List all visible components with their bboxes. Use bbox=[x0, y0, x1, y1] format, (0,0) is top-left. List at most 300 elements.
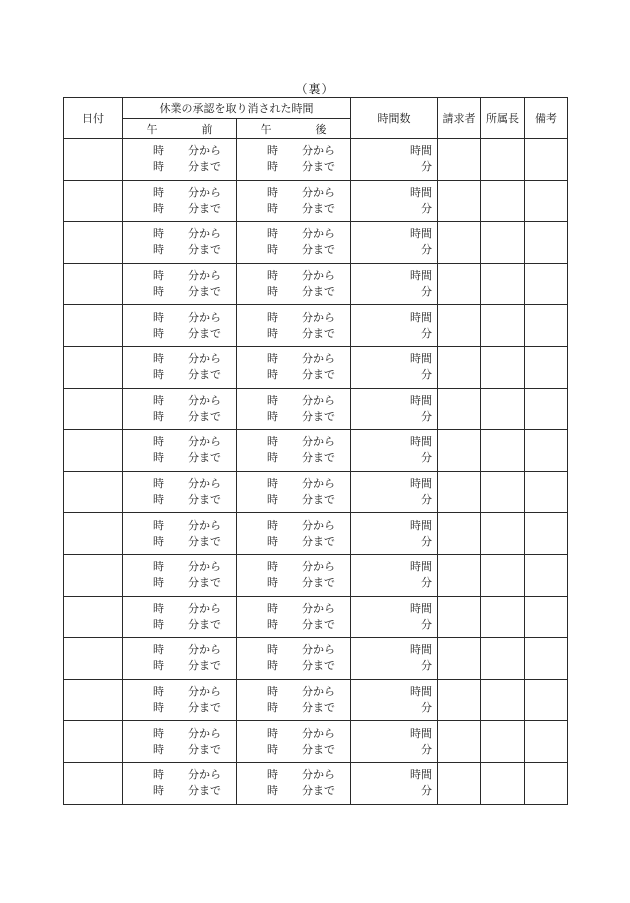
am-time-cell[interactable] bbox=[123, 263, 237, 305]
hours-unit-label: 時間 bbox=[410, 518, 432, 532]
hours-unit-label: 時間 bbox=[410, 768, 432, 782]
hour-to-label: 時 bbox=[267, 617, 278, 631]
hour-to-label: 時 bbox=[153, 742, 164, 756]
remarks-cell[interactable] bbox=[525, 430, 568, 472]
minute-to-label: 分まで bbox=[188, 617, 221, 631]
hour-from-label: 時 bbox=[153, 227, 164, 241]
minute-from-label: 分から bbox=[188, 227, 221, 241]
minute-to-label: 分まで bbox=[188, 368, 221, 382]
table-row bbox=[64, 721, 568, 763]
remarks-cell[interactable] bbox=[525, 139, 568, 181]
minute-to-label: 分まで bbox=[302, 243, 335, 257]
pm-time-cell[interactable] bbox=[237, 222, 351, 264]
pm-time-cell[interactable] bbox=[237, 471, 351, 513]
minute-to-label: 分まで bbox=[188, 576, 221, 590]
table-row bbox=[64, 139, 568, 181]
remarks-cell[interactable] bbox=[525, 721, 568, 763]
minute-from-label: 分から bbox=[188, 269, 221, 283]
minute-to-label: 分まで bbox=[188, 659, 221, 673]
hour-to-label: 時 bbox=[267, 784, 278, 798]
hours-cell[interactable] bbox=[351, 430, 438, 472]
date-cell[interactable] bbox=[64, 263, 123, 305]
hours-unit-label: 時間 bbox=[410, 435, 432, 449]
pm-time-cell[interactable] bbox=[237, 762, 351, 804]
hour-to-label: 時 bbox=[267, 160, 278, 174]
hours-cell[interactable] bbox=[351, 263, 438, 305]
header-cancelled-period: 休業の承認を取り消された時間 bbox=[123, 98, 351, 119]
minutes-unit-label: 分 bbox=[421, 617, 432, 631]
supervisor-cell[interactable] bbox=[481, 762, 525, 804]
hour-from-label: 時 bbox=[153, 560, 164, 574]
hour-to-label: 時 bbox=[153, 160, 164, 174]
table-row bbox=[64, 471, 568, 513]
hour-to-label: 時 bbox=[267, 201, 278, 215]
minute-from-label: 分から bbox=[302, 768, 335, 782]
hours-cell[interactable] bbox=[351, 388, 438, 430]
minute-to-label: 分まで bbox=[302, 617, 335, 631]
pm-time-cell[interactable] bbox=[237, 388, 351, 430]
hour-from-label: 時 bbox=[153, 310, 164, 324]
date-cell[interactable] bbox=[64, 679, 123, 721]
hour-from-label: 時 bbox=[153, 477, 164, 491]
minute-from-label: 分から bbox=[302, 601, 335, 615]
hour-from-label: 時 bbox=[153, 726, 164, 740]
hour-to-label: 時 bbox=[153, 701, 164, 715]
remarks-cell[interactable] bbox=[525, 679, 568, 721]
hour-from-label: 時 bbox=[153, 768, 164, 782]
minute-from-label: 分から bbox=[302, 393, 335, 407]
hour-from-label: 時 bbox=[267, 685, 278, 699]
hours-unit-label: 時間 bbox=[410, 685, 432, 699]
header-requester: 請求者 bbox=[438, 98, 481, 139]
minute-from-label: 分から bbox=[302, 643, 335, 657]
hour-to-label: 時 bbox=[153, 617, 164, 631]
remarks-cell[interactable] bbox=[525, 471, 568, 513]
hour-to-label: 時 bbox=[267, 285, 278, 299]
requester-cell[interactable] bbox=[438, 305, 481, 347]
hour-from-label: 時 bbox=[267, 560, 278, 574]
header-remarks: 備考 bbox=[525, 98, 568, 139]
hours-cell[interactable] bbox=[351, 139, 438, 181]
minutes-unit-label: 分 bbox=[421, 576, 432, 590]
am-time-cell[interactable] bbox=[123, 180, 237, 222]
date-cell[interactable] bbox=[64, 762, 123, 804]
pm-time-cell[interactable] bbox=[237, 596, 351, 638]
hour-from-label: 時 bbox=[153, 601, 164, 615]
hour-from-label: 時 bbox=[153, 685, 164, 699]
am-time-cell[interactable] bbox=[123, 721, 237, 763]
hours-unit-label: 時間 bbox=[410, 144, 432, 158]
minute-from-label: 分から bbox=[302, 685, 335, 699]
hours-unit-label: 時間 bbox=[410, 726, 432, 740]
hours-cell[interactable] bbox=[351, 346, 438, 388]
table-row bbox=[64, 222, 568, 264]
supervisor-cell[interactable] bbox=[481, 305, 525, 347]
hour-from-label: 時 bbox=[267, 144, 278, 158]
hour-from-label: 時 bbox=[153, 269, 164, 283]
minute-from-label: 分から bbox=[302, 227, 335, 241]
date-cell[interactable] bbox=[64, 513, 123, 555]
minute-from-label: 分から bbox=[188, 393, 221, 407]
minute-to-label: 分まで bbox=[302, 493, 335, 507]
minute-from-label: 分から bbox=[188, 643, 221, 657]
hours-unit-label: 時間 bbox=[410, 560, 432, 574]
minute-to-label: 分まで bbox=[188, 451, 221, 465]
supervisor-cell[interactable] bbox=[481, 222, 525, 264]
minute-to-label: 分まで bbox=[302, 784, 335, 798]
hour-from-label: 時 bbox=[153, 643, 164, 657]
header-am bbox=[123, 119, 237, 139]
hours-cell[interactable] bbox=[351, 305, 438, 347]
header-date: 日付 bbox=[64, 98, 123, 139]
minutes-unit-label: 分 bbox=[421, 409, 432, 423]
hour-to-label: 時 bbox=[267, 701, 278, 715]
page-side-label: （裏） bbox=[295, 82, 335, 96]
remarks-cell[interactable] bbox=[525, 638, 568, 680]
minutes-unit-label: 分 bbox=[421, 285, 432, 299]
minute-from-label: 分から bbox=[302, 560, 335, 574]
minute-to-label: 分まで bbox=[302, 701, 335, 715]
hour-from-label: 時 bbox=[267, 435, 278, 449]
requester-cell[interactable] bbox=[438, 679, 481, 721]
date-cell[interactable] bbox=[64, 305, 123, 347]
hour-from-label: 時 bbox=[267, 310, 278, 324]
hour-to-label: 時 bbox=[153, 493, 164, 507]
date-cell[interactable] bbox=[64, 346, 123, 388]
hour-from-label: 時 bbox=[153, 435, 164, 449]
hour-to-label: 時 bbox=[153, 659, 164, 673]
minute-from-label: 分から bbox=[188, 144, 221, 158]
am-time-cell[interactable] bbox=[123, 471, 237, 513]
remarks-cell[interactable] bbox=[525, 180, 568, 222]
supervisor-cell[interactable] bbox=[481, 263, 525, 305]
requester-cell[interactable] bbox=[438, 721, 481, 763]
hour-to-label: 時 bbox=[267, 659, 278, 673]
minute-to-label: 分まで bbox=[188, 534, 221, 548]
am-time-cell[interactable] bbox=[123, 638, 237, 680]
minutes-unit-label: 分 bbox=[421, 451, 432, 465]
minute-to-label: 分まで bbox=[302, 409, 335, 423]
am-time-cell[interactable] bbox=[123, 554, 237, 596]
date-cell[interactable] bbox=[64, 139, 123, 181]
hour-from-label: 時 bbox=[153, 393, 164, 407]
hours-cell[interactable] bbox=[351, 180, 438, 222]
hour-to-label: 時 bbox=[267, 409, 278, 423]
hours-cell[interactable] bbox=[351, 596, 438, 638]
hour-to-label: 時 bbox=[267, 534, 278, 548]
hour-from-label: 時 bbox=[153, 518, 164, 532]
minute-to-label: 分まで bbox=[302, 285, 335, 299]
minute-to-label: 分まで bbox=[188, 409, 221, 423]
requester-cell[interactable] bbox=[438, 554, 481, 596]
am-time-cell[interactable] bbox=[123, 596, 237, 638]
minute-from-label: 分から bbox=[188, 601, 221, 615]
minute-to-label: 分まで bbox=[302, 160, 335, 174]
minute-from-label: 分から bbox=[302, 518, 335, 532]
minutes-unit-label: 分 bbox=[421, 701, 432, 715]
pm-time-cell[interactable] bbox=[237, 305, 351, 347]
requester-cell[interactable] bbox=[438, 139, 481, 181]
minute-to-label: 分まで bbox=[188, 701, 221, 715]
minute-to-label: 分まで bbox=[188, 201, 221, 215]
am-time-cell[interactable] bbox=[123, 139, 237, 181]
am-time-cell[interactable] bbox=[123, 513, 237, 555]
hours-cell[interactable] bbox=[351, 513, 438, 555]
header-hours: 時間数 bbox=[351, 98, 438, 139]
am-time-cell[interactable] bbox=[123, 305, 237, 347]
header-pm-char-1: 午 bbox=[260, 122, 272, 136]
hour-from-label: 時 bbox=[267, 601, 278, 615]
hour-to-label: 時 bbox=[153, 201, 164, 215]
minute-to-label: 分まで bbox=[188, 285, 221, 299]
hours-unit-label: 時間 bbox=[410, 601, 432, 615]
minute-from-label: 分から bbox=[302, 352, 335, 366]
table-row bbox=[64, 305, 568, 347]
table-row bbox=[64, 679, 568, 721]
hour-to-label: 時 bbox=[267, 243, 278, 257]
date-cell[interactable] bbox=[64, 471, 123, 513]
supervisor-cell[interactable] bbox=[481, 554, 525, 596]
minutes-unit-label: 分 bbox=[421, 326, 432, 340]
table-row bbox=[64, 430, 568, 472]
minute-to-label: 分まで bbox=[302, 201, 335, 215]
minute-from-label: 分から bbox=[188, 352, 221, 366]
minute-from-label: 分から bbox=[188, 768, 221, 782]
hours-cell[interactable] bbox=[351, 721, 438, 763]
date-cell[interactable] bbox=[64, 430, 123, 472]
hour-from-label: 時 bbox=[267, 768, 278, 782]
hours-unit-label: 時間 bbox=[410, 643, 432, 657]
hours-cell[interactable] bbox=[351, 222, 438, 264]
hour-to-label: 時 bbox=[153, 534, 164, 548]
hours-unit-label: 時間 bbox=[410, 185, 432, 199]
minute-to-label: 分まで bbox=[188, 160, 221, 174]
requester-cell[interactable] bbox=[438, 762, 481, 804]
hours-unit-label: 時間 bbox=[410, 310, 432, 324]
minute-from-label: 分から bbox=[188, 185, 221, 199]
leave-cancellation-table bbox=[63, 97, 568, 805]
minute-to-label: 分まで bbox=[302, 326, 335, 340]
minutes-unit-label: 分 bbox=[421, 742, 432, 756]
hour-to-label: 時 bbox=[267, 742, 278, 756]
hour-to-label: 時 bbox=[153, 368, 164, 382]
date-cell[interactable] bbox=[64, 596, 123, 638]
requester-cell[interactable] bbox=[438, 222, 481, 264]
minute-to-label: 分まで bbox=[188, 784, 221, 798]
hour-from-label: 時 bbox=[267, 227, 278, 241]
date-cell[interactable] bbox=[64, 388, 123, 430]
pm-time-cell[interactable] bbox=[237, 638, 351, 680]
hour-to-label: 時 bbox=[153, 243, 164, 257]
hour-to-label: 時 bbox=[267, 326, 278, 340]
hour-to-label: 時 bbox=[153, 409, 164, 423]
hour-from-label: 時 bbox=[267, 518, 278, 532]
supervisor-cell[interactable] bbox=[481, 430, 525, 472]
supervisor-cell[interactable] bbox=[481, 513, 525, 555]
supervisor-cell[interactable] bbox=[481, 180, 525, 222]
hour-to-label: 時 bbox=[267, 368, 278, 382]
minute-from-label: 分から bbox=[302, 435, 335, 449]
requester-cell[interactable] bbox=[438, 180, 481, 222]
requester-cell[interactable] bbox=[438, 638, 481, 680]
table-row bbox=[64, 513, 568, 555]
hour-from-label: 時 bbox=[267, 269, 278, 283]
remarks-cell[interactable] bbox=[525, 596, 568, 638]
hour-from-label: 時 bbox=[267, 393, 278, 407]
hour-to-label: 時 bbox=[153, 784, 164, 798]
am-time-cell[interactable] bbox=[123, 430, 237, 472]
table-row bbox=[64, 638, 568, 680]
header-pm bbox=[237, 119, 351, 139]
minute-to-label: 分まで bbox=[302, 368, 335, 382]
hours-cell[interactable] bbox=[351, 762, 438, 804]
header-am-char-2: 前 bbox=[201, 122, 213, 136]
hour-to-label: 時 bbox=[267, 451, 278, 465]
minute-to-label: 分まで bbox=[302, 742, 335, 756]
pm-time-cell[interactable] bbox=[237, 139, 351, 181]
minute-to-label: 分まで bbox=[188, 742, 221, 756]
table-row bbox=[64, 180, 568, 222]
minute-from-label: 分から bbox=[188, 518, 221, 532]
hour-to-label: 時 bbox=[153, 285, 164, 299]
pm-time-cell[interactable] bbox=[237, 430, 351, 472]
minute-from-label: 分から bbox=[302, 477, 335, 491]
minute-from-label: 分から bbox=[302, 726, 335, 740]
hour-to-label: 時 bbox=[267, 576, 278, 590]
hours-cell[interactable] bbox=[351, 679, 438, 721]
minute-to-label: 分まで bbox=[188, 326, 221, 340]
hour-to-label: 時 bbox=[153, 576, 164, 590]
pm-time-cell[interactable] bbox=[237, 263, 351, 305]
hours-cell[interactable] bbox=[351, 638, 438, 680]
requester-cell[interactable] bbox=[438, 471, 481, 513]
am-time-cell[interactable] bbox=[123, 388, 237, 430]
pm-time-cell[interactable] bbox=[237, 679, 351, 721]
minutes-unit-label: 分 bbox=[421, 201, 432, 215]
supervisor-cell[interactable] bbox=[481, 596, 525, 638]
table-row bbox=[64, 263, 568, 305]
header-supervisor: 所属長 bbox=[481, 98, 525, 139]
supervisor-cell[interactable] bbox=[481, 388, 525, 430]
pm-time-cell[interactable] bbox=[237, 346, 351, 388]
minute-from-label: 分から bbox=[188, 310, 221, 324]
am-time-cell[interactable] bbox=[123, 679, 237, 721]
requester-cell[interactable] bbox=[438, 513, 481, 555]
supervisor-cell[interactable] bbox=[481, 638, 525, 680]
table-row bbox=[64, 762, 568, 804]
table-row bbox=[64, 596, 568, 638]
am-time-cell[interactable] bbox=[123, 346, 237, 388]
header-am-char-1: 午 bbox=[146, 122, 158, 136]
remarks-cell[interactable] bbox=[525, 554, 568, 596]
minute-to-label: 分まで bbox=[302, 659, 335, 673]
hours-unit-label: 時間 bbox=[410, 269, 432, 283]
minute-to-label: 分まで bbox=[188, 493, 221, 507]
hours-unit-label: 時間 bbox=[410, 352, 432, 366]
table-row bbox=[64, 554, 568, 596]
minute-to-label: 分まで bbox=[302, 576, 335, 590]
minutes-unit-label: 分 bbox=[421, 160, 432, 174]
pm-time-cell[interactable] bbox=[237, 180, 351, 222]
minute-to-label: 分まで bbox=[302, 451, 335, 465]
minutes-unit-label: 分 bbox=[421, 243, 432, 257]
remarks-cell[interactable] bbox=[525, 305, 568, 347]
minutes-unit-label: 分 bbox=[421, 659, 432, 673]
supervisor-cell[interactable] bbox=[481, 679, 525, 721]
supervisor-cell[interactable] bbox=[481, 139, 525, 181]
hours-cell[interactable] bbox=[351, 554, 438, 596]
hours-unit-label: 時間 bbox=[410, 227, 432, 241]
hour-to-label: 時 bbox=[153, 451, 164, 465]
remarks-cell[interactable] bbox=[525, 222, 568, 264]
minute-from-label: 分から bbox=[302, 144, 335, 158]
remarks-cell[interactable] bbox=[525, 762, 568, 804]
minute-from-label: 分から bbox=[302, 269, 335, 283]
remarks-cell[interactable] bbox=[525, 388, 568, 430]
requester-cell[interactable] bbox=[438, 346, 481, 388]
date-cell[interactable] bbox=[64, 222, 123, 264]
pm-time-cell[interactable] bbox=[237, 721, 351, 763]
remarks-cell[interactable] bbox=[525, 346, 568, 388]
hour-to-label: 時 bbox=[267, 493, 278, 507]
date-cell[interactable] bbox=[64, 721, 123, 763]
am-time-cell[interactable] bbox=[123, 762, 237, 804]
date-cell[interactable] bbox=[64, 180, 123, 222]
table-row bbox=[64, 388, 568, 430]
pm-time-cell[interactable] bbox=[237, 554, 351, 596]
hours-unit-label: 時間 bbox=[410, 477, 432, 491]
date-cell[interactable] bbox=[64, 554, 123, 596]
supervisor-cell[interactable] bbox=[481, 346, 525, 388]
hour-from-label: 時 bbox=[267, 643, 278, 657]
am-time-cell[interactable] bbox=[123, 222, 237, 264]
minute-from-label: 分から bbox=[188, 477, 221, 491]
supervisor-cell[interactable] bbox=[481, 471, 525, 513]
date-cell[interactable] bbox=[64, 638, 123, 680]
pm-time-cell[interactable] bbox=[237, 513, 351, 555]
hour-from-label: 時 bbox=[153, 144, 164, 158]
requester-cell[interactable] bbox=[438, 430, 481, 472]
requester-cell[interactable] bbox=[438, 596, 481, 638]
supervisor-cell[interactable] bbox=[481, 721, 525, 763]
hour-from-label: 時 bbox=[267, 477, 278, 491]
minutes-unit-label: 分 bbox=[421, 493, 432, 507]
hours-unit-label: 時間 bbox=[410, 393, 432, 407]
hours-cell[interactable] bbox=[351, 471, 438, 513]
minute-from-label: 分から bbox=[188, 435, 221, 449]
minute-to-label: 分まで bbox=[302, 534, 335, 548]
minutes-unit-label: 分 bbox=[421, 368, 432, 382]
hour-from-label: 時 bbox=[153, 185, 164, 199]
remarks-cell[interactable] bbox=[525, 263, 568, 305]
hour-from-label: 時 bbox=[267, 185, 278, 199]
minutes-unit-label: 分 bbox=[421, 784, 432, 798]
requester-cell[interactable] bbox=[438, 388, 481, 430]
minute-from-label: 分から bbox=[188, 560, 221, 574]
header-pm-char-2: 後 bbox=[315, 122, 327, 136]
minute-from-label: 分から bbox=[188, 726, 221, 740]
requester-cell[interactable] bbox=[438, 263, 481, 305]
minute-to-label: 分まで bbox=[188, 243, 221, 257]
hour-from-label: 時 bbox=[267, 726, 278, 740]
minute-from-label: 分から bbox=[302, 185, 335, 199]
hour-to-label: 時 bbox=[153, 326, 164, 340]
minutes-unit-label: 分 bbox=[421, 534, 432, 548]
table-row bbox=[64, 346, 568, 388]
minute-from-label: 分から bbox=[302, 310, 335, 324]
remarks-cell[interactable] bbox=[525, 513, 568, 555]
hour-from-label: 時 bbox=[267, 352, 278, 366]
